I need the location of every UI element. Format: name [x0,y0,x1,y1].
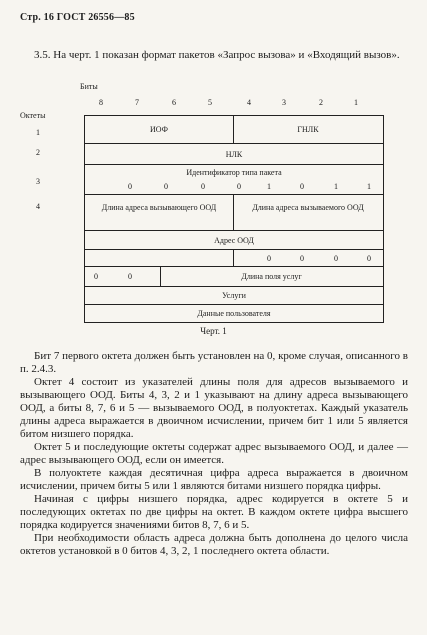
address-cell: Адрес ООД [214,236,254,245]
facilities-length-cell: Длина поля услуг [241,272,302,281]
bit-value: 1 [267,182,271,191]
bit-number: 3 [282,98,286,107]
bit-value: 1 [367,182,371,191]
bit-number-row [84,98,384,110]
padding-bit: 0 [267,254,271,263]
packet-type-label: Идентификатор типа пакета [186,168,282,177]
octet-number: 1 [36,128,40,137]
octet-row-3 [85,165,383,195]
facility-bit: 0 [128,272,132,281]
bit-number: 8 [99,98,103,107]
called-address-length-cell: Длина адреса вызываемого ООД [252,203,364,212]
paragraph: Бит 7 первого октета должен быть установлен на 0, кроме случая, описанного в п. 2.4.3. [20,350,408,375]
paragraph: При необходимости область адреса должна быть дополнена до целого числа октетов установкой в 0 битов 4, 3, 2, 1 последнего октета области. [20,532,408,557]
page-header: Стр. 16 ГОСТ 26556—85 [20,12,135,23]
octet-row-2 [85,144,383,165]
facilities-cell: Услуги [222,291,246,300]
gfi-cell: ИОФ [150,125,168,134]
bit-number: 7 [135,98,139,107]
user-data-cell: Данные пользователя [197,309,271,318]
bit-value: 0 [164,182,168,191]
body-text [20,350,408,558]
bit-value: 1 [334,182,338,191]
bit-value: 0 [201,182,205,191]
bit-value: 0 [128,182,132,191]
padding-bit: 0 [300,254,304,263]
bit-value: 0 [300,182,304,191]
bit-number: 1 [354,98,358,107]
padding-bit: 0 [334,254,338,263]
lcgn-cell: ГНЛК [297,125,319,134]
intro-paragraph: 3.5. На черт. 1 показан формат пакетов «Запрос вызова» и «Входящий вызов». [34,49,400,61]
facility-bit: 0 [94,272,98,281]
bit-number: 5 [208,98,212,107]
padding-bit: 0 [367,254,371,263]
octet-number: 4 [36,202,40,211]
calling-address-length-cell: Длина адреса вызывающего ООД [101,203,217,212]
paragraph: Октет 4 состоит из указателей длины поля для адресов вызываемого и вызывающего ООД. Биты 4, 3, 2 и 1 указывают на длину адреса вызывающего ООД, а биты 8, 7, 6 и 5 — вызываемого ООД, в полуоктетах. Каждый указатель длины адреса выражается в двоичном исчислении, причем бит 1 или 5 является битом низшего порядка. [20,376,408,440]
bit-number: 2 [319,98,323,107]
bit-number: 6 [172,98,176,107]
octet-row-7 [85,267,383,287]
paragraph: Октет 5 и последующие октеты содержат адрес вызываемого ООД, и далее — адрес вызывающего ООД, если он имеется. [20,441,408,466]
octet-row-4 [85,195,383,231]
octet-row-5 [85,231,383,250]
octet-row-8 [85,287,383,305]
octet-row-1 [85,116,383,144]
octet-number: 3 [36,177,40,186]
octet-row-6 [85,250,383,267]
lcn-cell: НЛК [225,150,243,159]
bit-value: 0 [237,182,241,191]
paragraph: Начиная с цифры низшего порядка, адрес кодируется в октете 5 и последующих октетах по две цифры на октет. В каждом октете цифра высшего порядка кодируется значениями битов 8, 7, 6 и 5. [20,493,408,531]
octet-number: 2 [36,148,40,157]
paragraph: В полуоктете каждая десятичная цифра адреса выражается в двоичном исчислении, причем биты 5 или 1 являются битами низшего порядка цифры. [20,467,408,492]
octets-label: Октеты [20,111,46,120]
bits-label: Биты [80,82,98,91]
octet-row-9 [85,305,383,323]
packet-format-diagram [84,115,384,323]
bit-number: 4 [247,98,251,107]
figure-caption: Черт. 1 [200,326,227,336]
